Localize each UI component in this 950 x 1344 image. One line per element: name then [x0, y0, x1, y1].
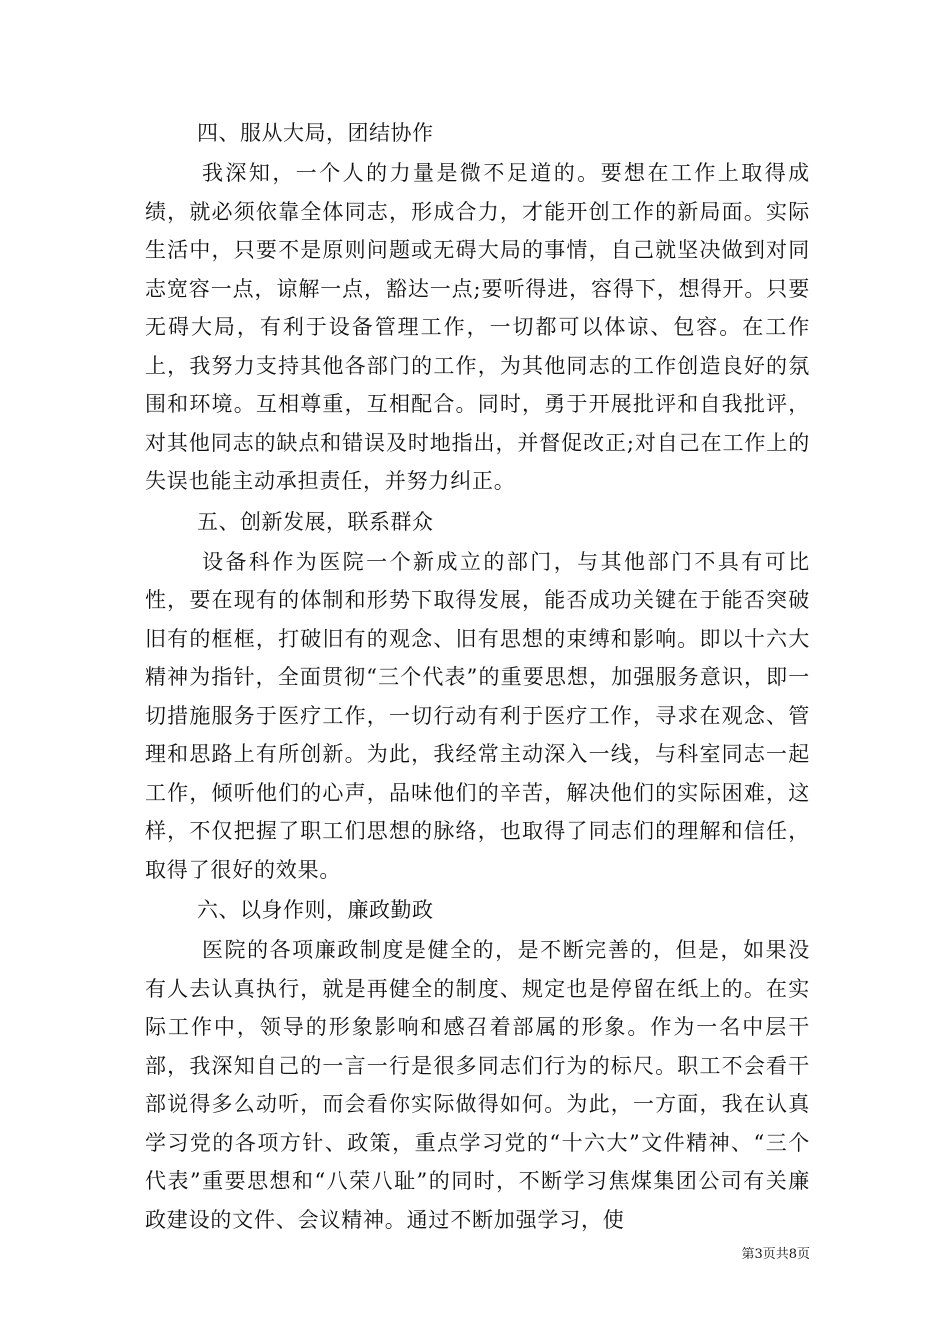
section-heading-5: 五、创新发展，联系群众 [197, 509, 434, 534]
section-heading-4: 四、服从大局，团结协作 [197, 121, 434, 145]
page-number-footer: 第3页共8页 [741, 1247, 810, 1262]
section-4-paragraph: 我深知，一个人的力量是微不足道的。要想在工作上取得成绩，就必须依靠全体同志，形成合力，才能开创工作的新局面。实际生活中，只要不是原则问题或无碍大局的事情，自己就坚决做到对同志宽容一点，谅解一点，豁达一点;要听得进，容得下，想得开。只要无碍大局，有利于设备管理工作，一切都可以体谅、包容。在工作上，我努力支持其他各部门的工作，为其他同志的工作创造良好的氛围和环境。互相尊重，互相配合。同时，勇于开展批评和自我批评，对其他同志的缺点和错误及时地指出，并督促改正;对自己在工作上的失误也能主动承担责任，并努力纠正。 [145, 161, 810, 493]
section-5-paragraph: 设备科作为医院一个新成立的部门，与其他部门不具有可比性，要在现有的体制和形势下取得发展，能否成功关键在于能否突破旧有的框框，打破旧有的观念、旧有思想的束缚和影响。即以十六大精神为指针，全面贯彻“三个代表”的重要思想，加强服务意识，即一切措施服务于医疗工作，一切行动有利于医疗工作，寻求在观念、管理和思路上有所创新。为此，我经常主动深入一线，与科室同志一起工作，倾听他们的心声，品味他们的辛苦，解决他们的实际困难，这样，不仅把握了职工们思想的脉络，也取得了同志们的理解和信任，取得了很好的效果。 [145, 549, 810, 882]
section-6-paragraph: 医院的各项廉政制度是健全的，是不断完善的，但是，如果没有人去认真执行，就是再健全的制度、规定也是停留在纸上的。在实际工作中，领导的形象影响和感召着部属的形象。作为一名中层干部，我深知自己的一言一行是很多同志们行为的标尺。职工不会看干部说得多么动听，而会看你实际做得如何。为此，一方面，我在认真学习党的各项方针、政策，重点学习党的“十六大”文件精神、“三个代表”重要思想和“八荣八耻”的同时，不断学习焦煤集团公司有关廉政建设的文件、会议精神。通过不断加强学习，使 [145, 938, 810, 1232]
document-body [145, 114, 810, 1241]
section-heading-6: 六、以身作则，廉政勤政 [197, 898, 434, 922]
